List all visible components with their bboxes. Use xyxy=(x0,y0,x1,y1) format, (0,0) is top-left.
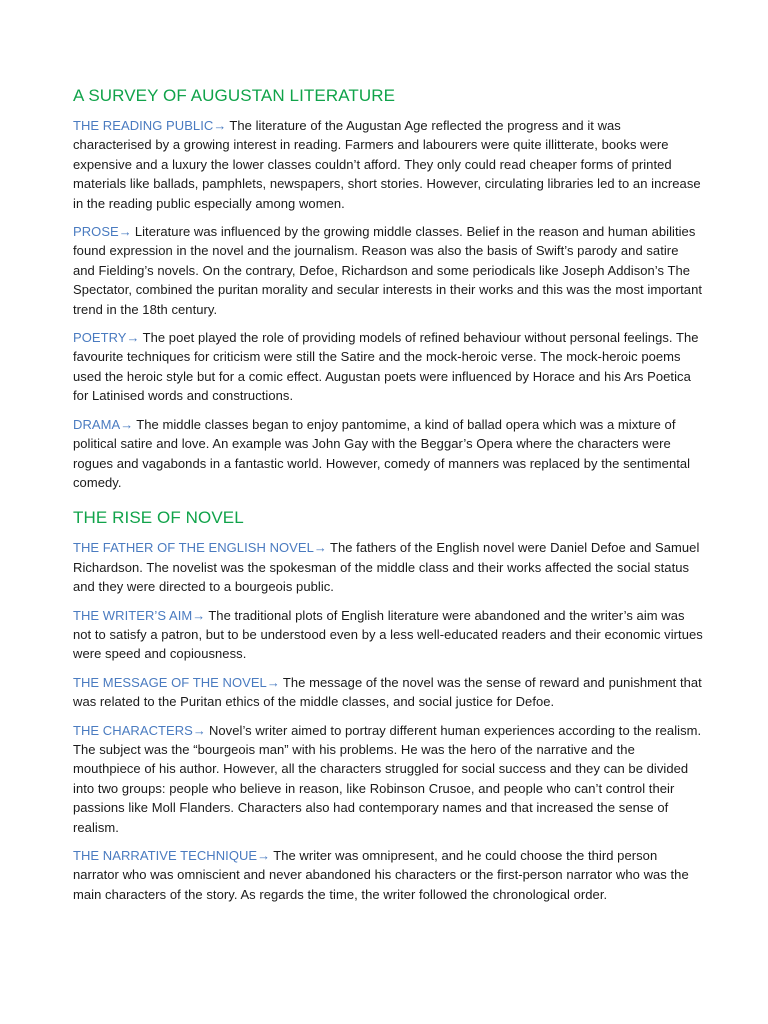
paragraph-poetry xyxy=(73,328,703,406)
arrow-right-icon: → xyxy=(192,607,206,623)
paragraph-father-of-novel xyxy=(73,538,703,596)
document-page xyxy=(73,84,703,913)
paragraph-text: Novel’s writer aimed to portray different human experiences according to the realism. The subject was the “bourgeois man” with his problems. He was the hero of the narrative and the mouthpiece of his author. However, all the characters struggled for social success and they can be divided into two groups: people who believe in reason, like Robinson Crusoe, and people who can’t control their passions like Moll Flanders. Characters also had contemporary names and that increased the sense of realism. xyxy=(73,722,702,835)
paragraph-text: The poet played the role of providing models of refined behaviour without personal feelings. The favourite techniques for criticism were still the Satire and the mock-heroic verse. The mock-heroic poems used the heroic style but for a comic effect. Augustan poets were influenced by Horace and his Ars Poetica for Latinised words and constructions. xyxy=(73,330,699,404)
paragraph-text: Literature was influenced by the growing middle classes. Belief in the reason and human abilities found expression in the novel and the journalism. Reason was also the basis of Swift’s parody and satire and Fielding’s novels. On the contrary, Defoe, Richardson and some periodicals like Joseph Addison’s The Spectator, combined the puritan morality and secular interests in their works and this was the most important trend in the 18th century. xyxy=(73,224,703,317)
arrow-right-icon: → xyxy=(118,224,132,240)
arrow-right-icon: → xyxy=(120,416,134,432)
paragraph-text: The literature of the Augustan Age reflected the progress and it was characterised by a growing interest in reading. Farmers and labourers were quite illitterate, books were expensive and a luxury the lower classes couldn’t afford. They only could read cheaper forms of printed materials like ballads, pamphlets, newspapers, short stories. However, circulating libraries led to an increase in the reading public especially among women. xyxy=(73,118,701,211)
paragraph-text: The writer was omnipresent, and he could choose the third person narrator who was omniscient and never abandoned his characters or the first-person narrator who was the main characters of the story. As regards the time, the writer followed the chronological order. xyxy=(73,848,689,902)
section-label: THE FATHER OF THE ENGLISH NOVEL xyxy=(73,540,314,556)
section-label: THE MESSAGE OF THE NOVEL xyxy=(73,674,267,690)
section-label: THE WRITER’S AIM xyxy=(73,607,193,623)
paragraph-message-of-novel xyxy=(73,673,703,712)
paragraph-characters xyxy=(73,721,703,837)
arrow-right-icon: → xyxy=(213,118,227,133)
paragraph-writers-aim xyxy=(73,606,703,664)
paragraph-text: The message of the novel was the sense of reward and punishment that was related to the Puritan ethics of the middle classes, and social justice for Defoe. xyxy=(73,674,702,710)
paragraph-text: The traditional plots of English literature were abandoned and the writer’s aim was not to satisfy a patron, but to be understood even by a less well-educated readers and their economic virtues were speed and copiousness. xyxy=(73,607,703,662)
arrow-right-icon: → xyxy=(126,330,140,346)
paragraph-drama xyxy=(73,415,703,493)
page-title: A SURVEY OF AUGUSTAN LITERATURE xyxy=(73,86,396,105)
paragraph-narrative-technique xyxy=(73,846,703,904)
paragraph-prose xyxy=(73,222,703,319)
paragraph-reading-public xyxy=(73,116,703,213)
section-label: THE NARRATIVE TECHNIQUE xyxy=(73,848,258,863)
section-label: THE CHARACTERS xyxy=(73,722,193,738)
arrow-right-icon: → xyxy=(192,722,206,738)
section-label: THE READING PUBLIC xyxy=(73,118,214,133)
section-label: PROSE xyxy=(73,224,119,240)
paragraph-text: The middle classes began to enjoy pantomime, a kind of ballad opera which was a mixture of political satire and love. An example was John Gay with the Beggar’s Opera where the characters were rogues and vagabonds in a fantastic world. However, comedy of manners was replaced by the sentimental comedy. xyxy=(73,416,691,490)
arrow-right-icon: → xyxy=(257,848,271,863)
arrow-right-icon: → xyxy=(266,674,280,690)
arrow-right-icon: → xyxy=(313,540,327,556)
section-label: DRAMA xyxy=(73,416,121,432)
section-title-rise-of-novel: THE RISE OF NOVEL xyxy=(73,508,244,528)
paragraph-text: The fathers of the English novel were Daniel Defoe and Samuel Richardson. The novelist was the spokesman of the middle class and their works affected the social status and they were directed to a bourgeois public. xyxy=(73,540,700,595)
section-label: POETRY xyxy=(73,330,127,346)
